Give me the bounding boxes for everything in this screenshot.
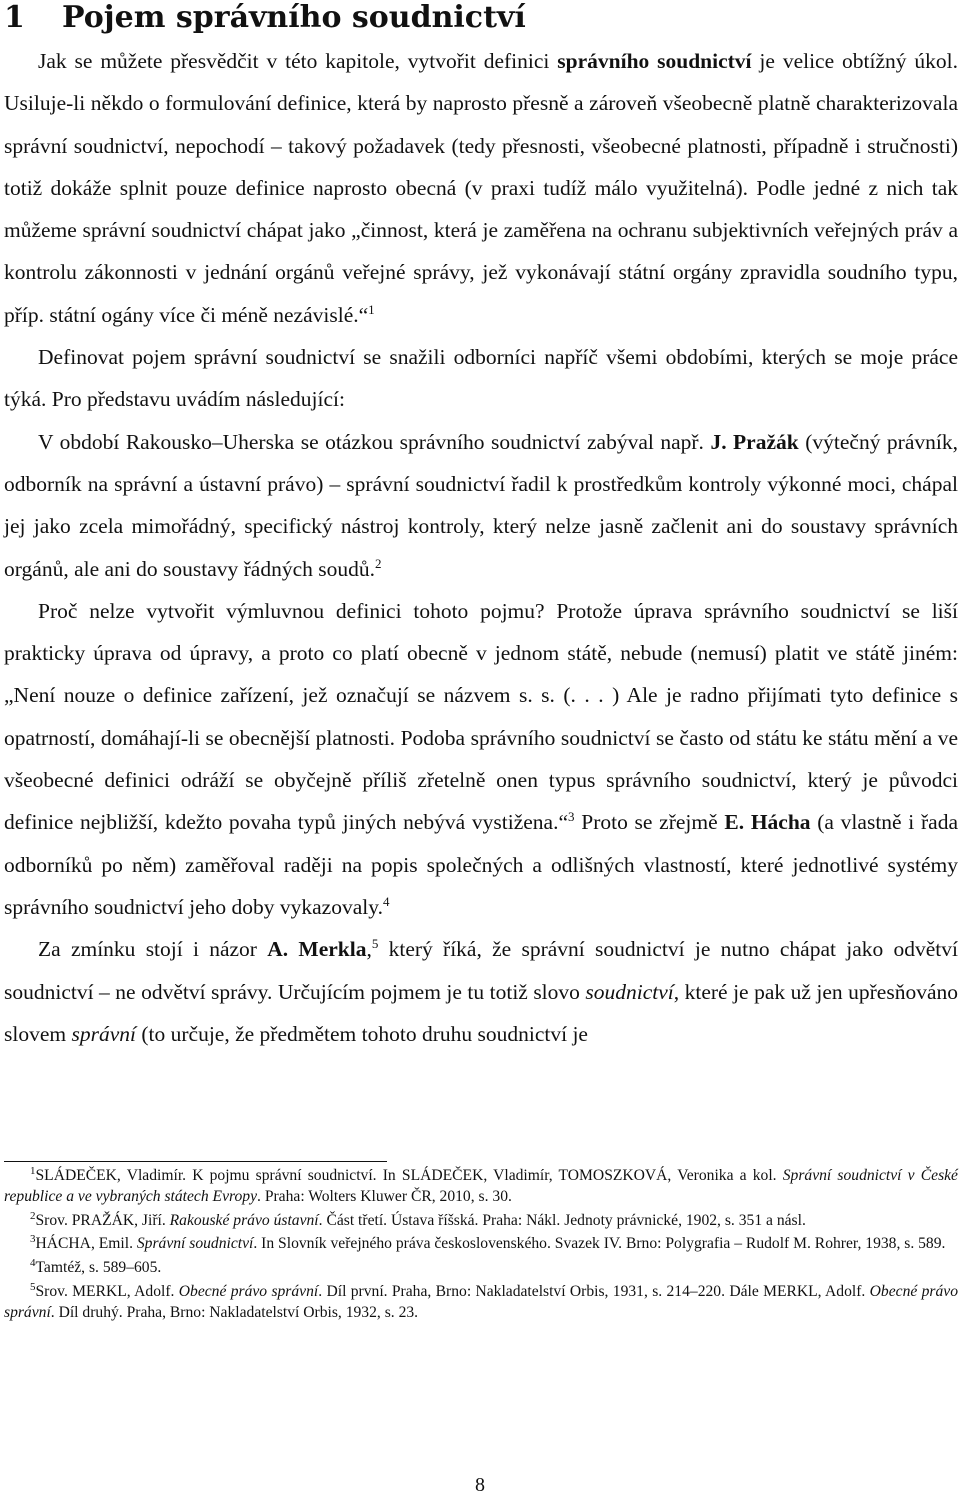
text-run: . Praha: Wolters Kluwer ČR, 2010, s. 30. xyxy=(257,1187,512,1205)
footnote-ref[interactable]: 5 xyxy=(371,936,379,952)
bold-name: J. Pražák xyxy=(710,429,799,454)
text-run: (a vlastně i řada odborníků po něm) zaměřoval raději na popis společných a odlišných vlastností, které jednotlivé systémy správního soudnictví jeho doby vykazovaly. xyxy=(4,810,958,919)
text-run: HÁCHA, Emil. xyxy=(35,1235,137,1253)
text-run: Proč nelze vytvořit výmluvnou definici tohoto pojmu? Protože úprava správního soudnictví se liší prakticky úprava od úpravy, a proto co platí obecně v jednom státě, nebude (nemusí) platit ve státě jiném: „Není nouze o definice zařízení, jež označují se názvem s. s. (. . . ) Ale je radno přijímati tyto definice s opatrností, domáhají-li se obecnější platnosti. Podoba správního soudnictví se často od státu ke státu mění a ve všeobecné definici odráží se obyčejně příliš zřetelně onen typus správního soudnictví, který je původci definice nejbližší, kdežto povaha typů jiných nebývá vystižena.“ xyxy=(4,598,958,835)
text-run: V období Rakousko–Uherska se otázkou správního soudnictví zabýval např. xyxy=(38,429,711,454)
paragraph-2 xyxy=(4,336,958,421)
italic-title: Obecné právo správní xyxy=(4,1282,959,1321)
paragraph-1 xyxy=(4,40,958,336)
text-run: . In Slovník veřejného práva československého. Svazek IV. Brno: Polygrafia – Rudolf M. Rohrer, 1938, s. 589. xyxy=(253,1235,946,1253)
paragraph-3 xyxy=(4,421,958,590)
chapter-title: Pojem správního soudnictví xyxy=(62,0,526,35)
text-run: Srov. MERKL, Adolf. xyxy=(35,1282,179,1300)
footnote-number: 5 xyxy=(30,1280,36,1293)
text-run: je velice obtížný úkol. Usiluje-li někdo o formulování definice, která by naprosto přesně a zároveň všeobecně platně charakterizovala správní soudnictví, nepochodí – takový požadavek (tedy přesnosti, všeobecné platnosti, případně i stručnosti) totiž dokáže splnit pouze definice naprosto obecná (v praxi tudíž málo využitelná). Podle jedné z nich tak můžeme správní soudnictví chápat jako „činnost, která je zaměřena na ochranu subjektivních veřejných práv a kontrolu zákonnosti v jednání orgánů veřejné správy, jež vykonávají státní orgány zpravidla soudního typu, příp. státní ogány více či méně nezávislé.“ xyxy=(4,49,958,327)
footnote-ref[interactable]: 2 xyxy=(375,555,382,571)
chapter-number: 1 xyxy=(4,0,25,35)
footnote-5 xyxy=(4,1282,958,1324)
page-number: 8 xyxy=(475,1474,485,1496)
footnote-4 xyxy=(4,1258,958,1279)
paragraph-4 xyxy=(4,590,958,928)
text-run: Definovat pojem správní soudnictví se snažili odborníci napříč všemi obdobími, kterých se moje práce týká. Pro představu uvádím následující: xyxy=(4,345,958,412)
footnote-2 xyxy=(4,1211,958,1232)
text-run: . Díl první. Praha, Brno: Nakladatelství Orbis, 1931, s. 214–220. Dále MERKL, Adolf. xyxy=(318,1282,870,1300)
body-text xyxy=(4,40,958,1055)
text-run: (to určuje, že předmětem tohoto druhu soudnictví je xyxy=(135,1021,588,1046)
text-run: SLÁDEČEK, Vladimír. K pojmu správní soudnictví. In SLÁDEČEK, Vladimír, TOMOSZKOVÁ, Veronika a kol. xyxy=(35,1167,783,1184)
text-run: Proto se zřejmě xyxy=(574,810,725,835)
italic-title: Obecné právo správní xyxy=(178,1282,319,1300)
text-run: (výtečný právník, odborník na správní a ústavní právo) – správní soudnictví řadil k prostředkům kontroly výkonné moci, chápal jej jako zcela mimořádný, specifický nástroj kontroly, který nelze jasně začlenit ani do soustavy správních orgánů, ale ani do soustavy řádných soudů. xyxy=(4,429,958,581)
text-run: Jak se můžete přesvědčit v této kapitole, vytvořit definici xyxy=(38,49,558,73)
italic-title: Rakouské právo ústavní xyxy=(169,1211,319,1229)
bold-term: správního soudnictví xyxy=(557,49,752,73)
footnote-separator xyxy=(4,1161,387,1162)
italic-title: Správní soudnictví v České republice a ve vybraných státech Evropy xyxy=(4,1167,958,1205)
text-run: , které je pak už jen upřesňováno slovem xyxy=(4,979,958,1046)
text-run: Tamtéž, s. 589–605. xyxy=(35,1259,162,1277)
chapter-heading xyxy=(4,0,526,38)
footnote-ref[interactable]: 1 xyxy=(368,301,375,317)
text-run: Srov. PRAŽÁK, Jiří. xyxy=(35,1211,170,1229)
text-run: , xyxy=(366,937,372,962)
footnote-number: 3 xyxy=(30,1233,36,1246)
text-run: který říká, že správní soudnictví je nutno chápat jako odvětví soudnictví – ne odvětví správy. Určujícím pojmem je tu totiž slovo xyxy=(4,937,959,1004)
bold-name: A. Merkla xyxy=(267,937,367,962)
footnote-1 xyxy=(4,1166,958,1208)
text-run: . Díl druhý. Praha, Brno: Nakladatelství Orbis, 1932, s. 23. xyxy=(50,1303,419,1321)
text-run: . Část třetí. Ústava říšská. Praha: Nákl. Jednoty právnické, 1902, s. 351 a násl. xyxy=(318,1211,806,1229)
italic-term: správní xyxy=(71,1021,136,1046)
paragraph-5 xyxy=(4,928,958,1055)
footnote-3 xyxy=(4,1234,958,1255)
footnote-number: 1 xyxy=(30,1165,36,1177)
footnote-ref[interactable]: 3 xyxy=(568,809,575,825)
footnotes xyxy=(4,1166,958,1327)
text-run: Za zmínku stojí i názor xyxy=(38,937,268,962)
italic-title: Správní soudnictví xyxy=(136,1235,254,1253)
footnote-ref[interactable]: 4 xyxy=(382,893,390,909)
bold-name: E. Hácha xyxy=(724,810,811,835)
italic-term: soudnictví xyxy=(585,979,674,1004)
footnote-number: 2 xyxy=(30,1209,36,1222)
footnote-number: 4 xyxy=(30,1257,36,1270)
